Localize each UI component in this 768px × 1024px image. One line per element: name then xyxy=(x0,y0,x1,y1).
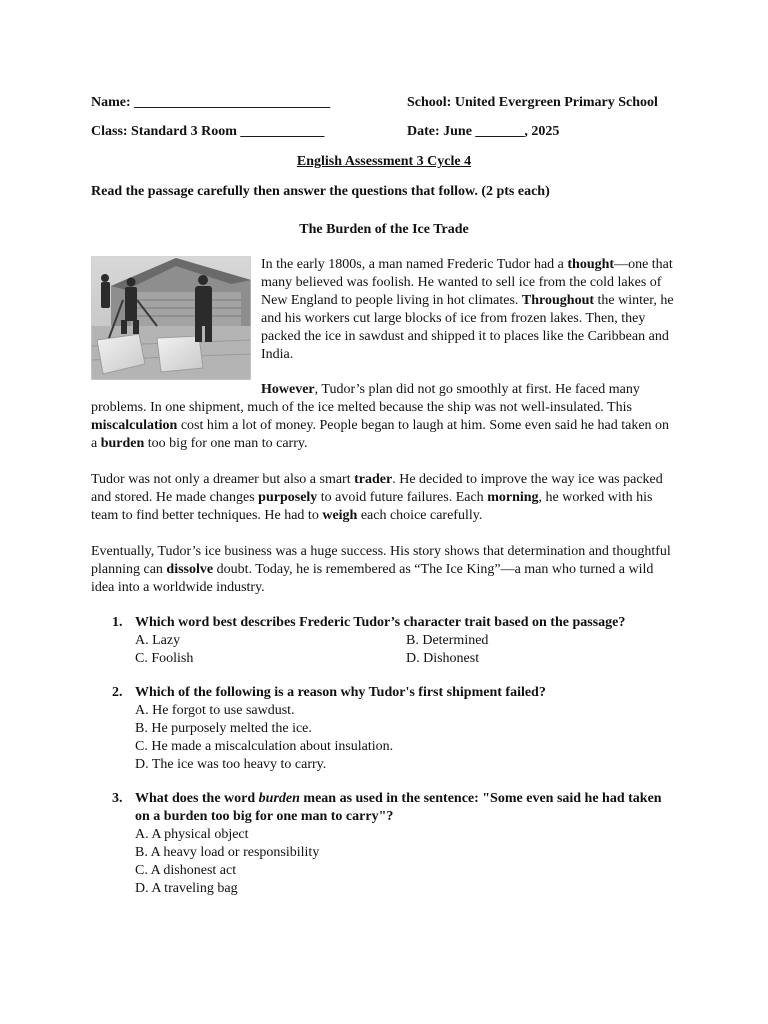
date-field-label: Date: June _______, 2025 xyxy=(407,124,560,139)
question-2-option-a[interactable]: A. He forgot to use sawdust. xyxy=(135,703,295,718)
ice-workers-photo-illustration xyxy=(91,256,251,380)
passage-paragraph-2: However, Tudor’s plan did not go smoothly at first. He faced many problems. In one shipment, much of the ice melted because the ship was not well-insulated. This miscalculation cost him a lot of money. People began to laugh at him. Some even said he had taken on a burden too big for one man to carry. xyxy=(91,382,670,451)
class-field-label: Class: Standard 3 Room ____________ xyxy=(91,124,325,139)
question-1 xyxy=(135,614,680,668)
keyword-thought: thought xyxy=(567,257,615,272)
question-3-text: What does the word burden mean as used in the sentence: "Some even said he had taken on a burden too big for one man to carry"? xyxy=(135,791,662,824)
question-3-emphasis-burden: burden xyxy=(258,791,300,806)
keyword-throughout: Throughout xyxy=(521,293,595,308)
question-2-text: Which of the following is a reason why Tudor's first shipment failed? xyxy=(135,685,546,700)
question-1-option-c[interactable]: C. Foolish xyxy=(135,651,194,666)
passage-paragraph-3: Tudor was not only a dreamer but also a smart trader. He decided to improve the way ice was packed and stored. He made changes purposely to avoid future failures. Each morning, he worked with his team to find better techniques. He had to weigh each choice carefully. xyxy=(91,472,663,523)
passage-paragraph-4: Eventually, Tudor’s ice business was a huge success. His story shows that determination and thoughtful planning can dissolve doubt. Today, he is remembered as “The Ice King”—a man who turned a wild idea into a worldwide industry. xyxy=(91,544,671,595)
question-3-number: 3. xyxy=(112,791,123,806)
question-3-option-d[interactable]: D. A traveling bag xyxy=(135,881,238,896)
question-2 xyxy=(135,684,680,774)
keyword-dissolve: dissolve xyxy=(166,562,214,577)
ice-workers-photo xyxy=(91,256,251,380)
name-field-label: Name: ____________________________ xyxy=(91,95,331,110)
question-3-option-c[interactable]: C. A dishonest act xyxy=(135,863,237,878)
instructions: Read the passage carefully then answer the questions that follow. (2 pts each) xyxy=(91,184,550,199)
question-2-number: 2. xyxy=(112,685,123,700)
keyword-weigh: weigh xyxy=(322,508,358,523)
question-1-option-d[interactable]: D. Dishonest xyxy=(406,651,480,666)
question-1-options xyxy=(135,632,680,668)
keyword-trader: trader xyxy=(354,472,393,487)
keyword-burden: burden xyxy=(100,436,145,451)
keyword-miscalculation: miscalculation xyxy=(91,418,178,433)
passage-paragraph-1: In the early 1800s, a man named Frederic Tudor had a thought—one that many believed was foolish. He wanted to sell ice from the cold lakes of New England to people living in hot climates. Throughout the winter, he and his workers cut large blocks of ice from frozen lakes. Then, they packed the ice in sawdust and shipped it to places like the Caribbean and India. xyxy=(261,257,674,362)
question-2-option-b[interactable]: B. He purposely melted the ice. xyxy=(135,721,312,736)
question-1-option-a[interactable]: A. Lazy xyxy=(135,633,181,648)
keyword-morning: morning xyxy=(487,490,539,505)
passage-title: The Burden of the Ice Trade xyxy=(299,222,469,237)
question-3-option-b[interactable]: B. A heavy load or responsibility xyxy=(135,845,320,860)
question-3 xyxy=(135,790,675,898)
school-label: School: United Evergreen Primary School xyxy=(407,95,658,110)
question-3-option-a[interactable]: A. A physical object xyxy=(135,827,249,842)
question-1-text: Which word best describes Frederic Tudor’s character trait based on the passage? xyxy=(135,615,626,630)
question-2-option-c[interactable]: C. He made a miscalculation about insulation. xyxy=(135,739,394,754)
keyword-purposely: purposely xyxy=(258,490,318,505)
keyword-however: However xyxy=(261,382,315,397)
question-1-number: 1. xyxy=(112,615,123,630)
assessment-title: English Assessment 3 Cycle 4 xyxy=(296,154,472,169)
question-1-option-b[interactable]: B. Determined xyxy=(406,633,489,648)
question-2-option-d[interactable]: D. The ice was too heavy to carry. xyxy=(135,757,327,772)
